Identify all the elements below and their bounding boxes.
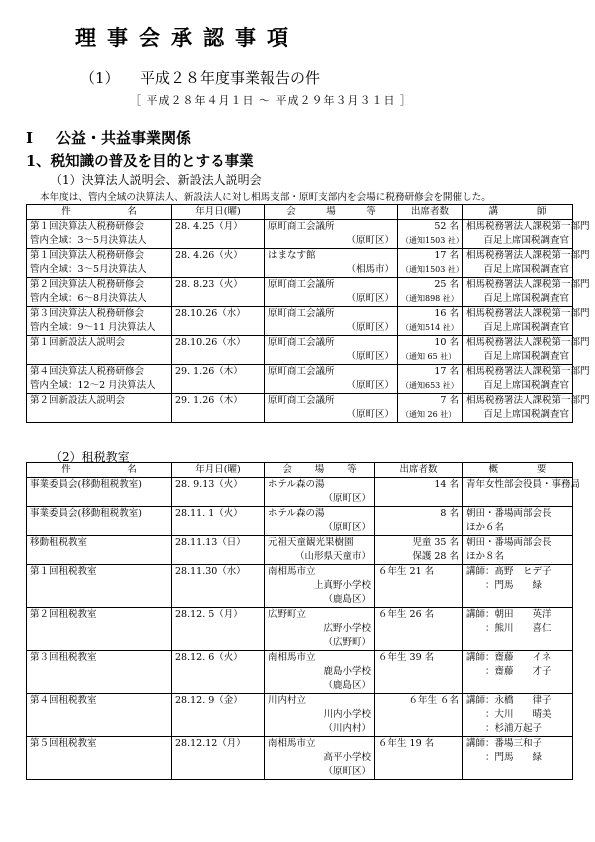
header-lecturer: 講 師 bbox=[463, 205, 573, 220]
cell-date: 28.12. 5（月） bbox=[172, 608, 265, 651]
cell-venue: ホテル森の湯 （原町区） bbox=[265, 478, 375, 507]
cell-name: 移動租税教室 bbox=[27, 536, 172, 565]
cell-attendance: 7 名 （通知 26 社） bbox=[398, 394, 463, 423]
table-row bbox=[27, 220, 573, 249]
section-heading bbox=[26, 127, 191, 148]
cell-lecturer: 相馬税務署法人課税第一部門 百足上席国税調査官 bbox=[463, 278, 573, 307]
table-row bbox=[27, 478, 573, 507]
cell-name: 第４回決算法人税務研修会 管内全域：12～2 月決算法人 bbox=[27, 365, 172, 394]
table-header-row bbox=[27, 463, 573, 478]
cell-lecturer: 相馬税務署法人課税第一部門 百足上席国税調査官 bbox=[463, 365, 573, 394]
fiscal-period: ［ 平成２８年４月１日 ～ 平成２９年３月３１日 ］ bbox=[130, 94, 412, 107]
header-venue: 会 場 等 bbox=[265, 463, 375, 478]
cell-date: 28. 4.26（火） bbox=[172, 249, 265, 278]
cell-venue: はまなす館 （相馬市） bbox=[265, 249, 398, 278]
cell-attendance: 25 名 （通知898 社） bbox=[398, 278, 463, 307]
cell-venue: 南相馬市立 上真野小学校 （鹿島区） bbox=[265, 565, 375, 608]
table-row bbox=[27, 507, 573, 536]
item1-intro-text: 本年度は、管内全域の決算法人、新設法人に対し相馬支部・原町支部内を会場に税務研修会を開催した。 bbox=[40, 192, 491, 203]
cell-name: 事業委員会(移動租税教室) bbox=[27, 507, 172, 536]
cell-name: 事業委員会(移動租税教室) bbox=[27, 478, 172, 507]
cell-summary: 青年女性部会役員・事務局 bbox=[463, 478, 573, 507]
cell-summary: 朝田・番場両部会長 ほか８名 bbox=[463, 536, 573, 565]
header-venue: 会 場 等 bbox=[265, 205, 398, 220]
cell-date: 29. 1.26（木） bbox=[172, 365, 265, 394]
cell-name: 第３回租税教室 bbox=[27, 651, 172, 694]
cell-date: 28.12. 9（金） bbox=[172, 694, 265, 737]
cell-venue: 川内村立 川内小学校 （川内村） bbox=[265, 694, 375, 737]
table-row bbox=[27, 336, 573, 365]
cell-attendance: 児童 35 名 保護 28 名 bbox=[375, 536, 463, 565]
cell-date: 28.11.30（水） bbox=[172, 565, 265, 608]
header-attendance: 出席者数 bbox=[375, 463, 463, 478]
table-row bbox=[27, 307, 573, 336]
cell-venue: 原町商工会議所 （原町区） bbox=[265, 336, 398, 365]
cell-name: 第１回決算法人税務研修会 管内全域：3～5月決算法人 bbox=[27, 249, 172, 278]
item1-heading: （1）決算法人説明会、新設法人説明会 bbox=[50, 173, 262, 187]
cell-name: 第１回租税教室 bbox=[27, 565, 172, 608]
table-row bbox=[27, 249, 573, 278]
cell-name: 第３回決算法人税務研修会 管内全域：9～11 月決算法人 bbox=[27, 307, 172, 336]
cell-summary: 講師：齋藤 イネ ：齋藤 才子 bbox=[463, 651, 573, 694]
cell-venue: 原町商工会議所 （原町区） bbox=[265, 394, 398, 423]
cell-attendance: 52 名 （通知1503 社） bbox=[398, 220, 463, 249]
table-row bbox=[27, 651, 573, 694]
cell-venue: 元祖天童観光果樹園 （山形県天童市） bbox=[265, 536, 375, 565]
tax-class-table bbox=[26, 462, 581, 780]
cell-venue: 原町商工会議所 （原町区） bbox=[265, 365, 398, 394]
agenda-item-number: （1） bbox=[80, 69, 120, 87]
table-header-row bbox=[27, 205, 573, 220]
header-summary: 概 要 bbox=[463, 463, 573, 478]
cell-name: 第１回決算法人税務研修会 管内全域：3～5月決算法人 bbox=[27, 220, 172, 249]
cell-attendance: ６年生 39 名 bbox=[375, 651, 463, 694]
cell-lecturer: 相馬税務署法人課税第一部門 百足上席国税調査官 bbox=[463, 249, 573, 278]
cell-date: 28.10.26（水） bbox=[172, 336, 265, 365]
cell-date: 28. 4.25（月） bbox=[172, 220, 265, 249]
table-row bbox=[27, 394, 573, 423]
subsection-heading: 1、税知識の普及を目的とする事業 bbox=[26, 153, 254, 170]
agenda-item-heading bbox=[80, 67, 320, 88]
seminar-table bbox=[26, 204, 590, 423]
cell-attendance: ６年生 26 名 bbox=[375, 608, 463, 651]
cell-summary: 講師：永橋 律子 ：大川 晴美 ：杉浦万起子 bbox=[463, 694, 573, 737]
agenda-item-title: 平成２８年度事業報告の件 bbox=[140, 69, 321, 87]
cell-name: 第５回租税教室 bbox=[27, 737, 172, 780]
cell-date: 28.12. 6（火） bbox=[172, 651, 265, 694]
cell-attendance: 17 名 （通知653 社） bbox=[398, 365, 463, 394]
cell-date: 28.11.13（日） bbox=[172, 536, 265, 565]
cell-venue: ホテル森の湯 （原町区） bbox=[265, 507, 375, 536]
cell-attendance: 16 名 （通知514 社） bbox=[398, 307, 463, 336]
cell-venue: 広野町立 広野小学校 （広野町） bbox=[265, 608, 375, 651]
cell-date: 28.12.12（月） bbox=[172, 737, 265, 780]
cell-name: 第１回新設法人説明会 bbox=[27, 336, 172, 365]
cell-venue: 原町商工会議所 （原町区） bbox=[265, 220, 398, 249]
header-name: 件 名 bbox=[27, 463, 172, 478]
cell-attendance: 10 名 （通知 65 社） bbox=[398, 336, 463, 365]
cell-date: 29. 1.26（木） bbox=[172, 394, 265, 423]
cell-date: 28.11. 1（火） bbox=[172, 507, 265, 536]
cell-venue: 南相馬市立 鹿島小学校 （鹿島区） bbox=[265, 651, 375, 694]
table-row bbox=[27, 365, 573, 394]
section-number: Ⅰ bbox=[26, 129, 34, 147]
cell-venue: 南相馬市立 高平小学校 （原町区） bbox=[265, 737, 375, 780]
header-name: 件 名 bbox=[27, 205, 172, 220]
cell-date: 28.10.26（水） bbox=[172, 307, 265, 336]
table-row bbox=[27, 694, 573, 737]
cell-lecturer: 相馬税務署法人課税第一部門 百足上席国税調査官 bbox=[463, 220, 573, 249]
cell-lecturer: 相馬税務署法人課税第一部門 百足上席国税調査官 bbox=[463, 394, 573, 423]
cell-attendance: ６年生 21 名 bbox=[375, 565, 463, 608]
cell-date: 28. 9.13（火） bbox=[172, 478, 265, 507]
cell-summary: 講師：朝田 英洋 ：熊川 喜仁 bbox=[463, 608, 573, 651]
cell-attendance: ６年生 ６名 bbox=[375, 694, 463, 737]
cell-name: 第４回租税教室 bbox=[27, 694, 172, 737]
cell-name: 第２回新設法人説明会 bbox=[27, 394, 172, 423]
header-date: 年月日(曜) bbox=[172, 463, 265, 478]
cell-attendance: ６年生 19 名 bbox=[375, 737, 463, 780]
table-row bbox=[27, 608, 573, 651]
cell-summary: 朝田・番場両部会長 ほか６名 bbox=[463, 507, 573, 536]
table-row bbox=[27, 737, 573, 780]
cell-attendance: 17 名 （通知1503 社） bbox=[398, 249, 463, 278]
cell-summary: 講師：髙野 ヒデ子 ：門馬 緑 bbox=[463, 565, 573, 608]
cell-venue: 原町商工会議所 （原町区） bbox=[265, 307, 398, 336]
cell-venue: 原町商工会議所 （原町区） bbox=[265, 278, 398, 307]
cell-lecturer: 相馬税務署法人課税第一部門 百足上席国税調査官 bbox=[463, 307, 573, 336]
header-date: 年月日(曜) bbox=[172, 205, 265, 220]
cell-attendance: 14 名 bbox=[375, 478, 463, 507]
item2-heading: （2）租税教室 bbox=[50, 450, 130, 464]
table-row bbox=[27, 278, 573, 307]
page-title: 理事会承認事項 bbox=[75, 25, 299, 50]
cell-date: 28. 8.23（火） bbox=[172, 278, 265, 307]
table-row bbox=[27, 536, 573, 565]
cell-name: 第２回租税教室 bbox=[27, 608, 172, 651]
section-title: 公益・共益事業関係 bbox=[56, 129, 192, 147]
table-row bbox=[27, 565, 573, 608]
cell-summary: 講師：番場三和子 ：門馬 緑 bbox=[463, 737, 573, 780]
cell-name: 第２回決算法人税務研修会 管内全域：6～8月決算法人 bbox=[27, 278, 172, 307]
cell-lecturer: 相馬税務署法人課税第一部門 百足上席国税調査官 bbox=[463, 336, 573, 365]
cell-attendance: 8 名 bbox=[375, 507, 463, 536]
header-attendance: 出席者数 bbox=[398, 205, 463, 220]
